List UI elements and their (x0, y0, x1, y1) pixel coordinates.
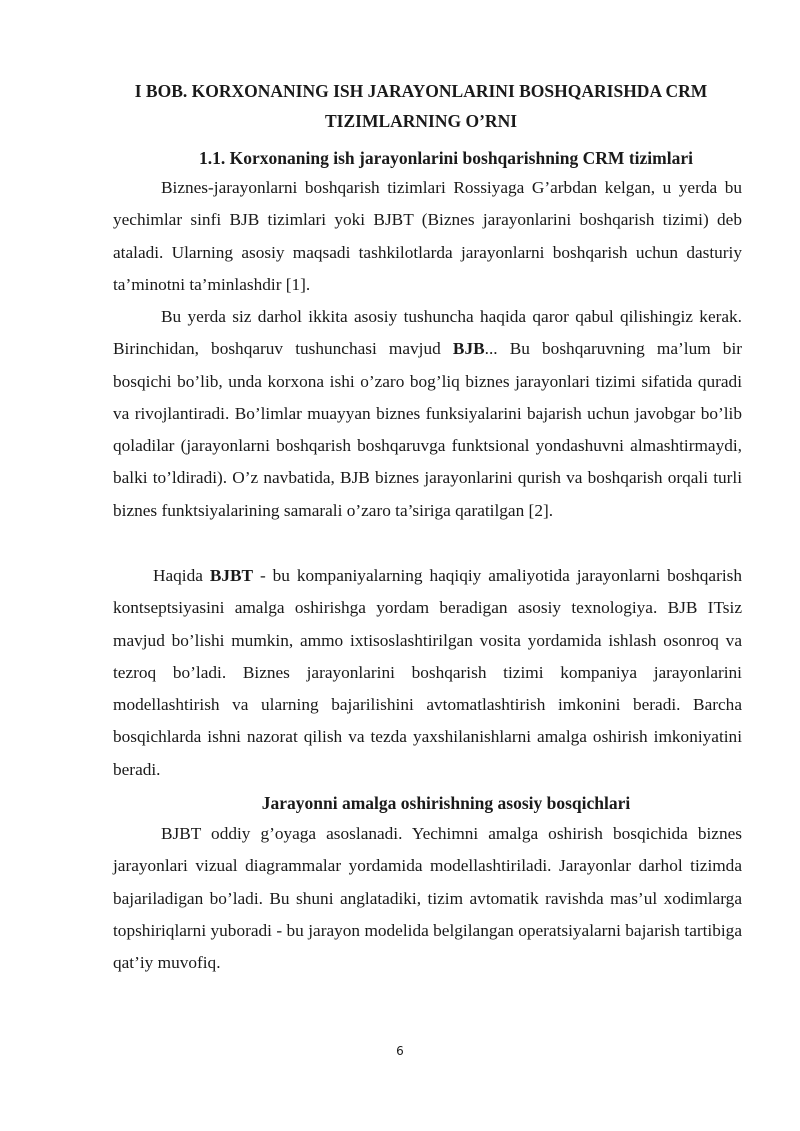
bjbt-term: BJBT (209, 566, 254, 585)
chapter-title: I BOB. KORXONANING ISH JARAYONLARINI BOSHQARISHDA CRM TIZIMLARNING O’RNI (134, 81, 708, 131)
paragraph-3-text-end: - bu kompaniyalarning haqiqiy amaliyotida jarayonlarni boshqarish kontseptsiyasini amalga oshirishga yordam beradigan asosiy texnologiya. BJB ITsiz mavjud bo’lishi mumkin, ammo ixtisoslashtirilgan vosita yordamida ishlash osonroq va tezroq bo’ladi. Biznes jarayonlarini boshqarish tizimi kompaniya jarayonlarini modellashtirish va ularning bajarilishini avtomatlashtirish imkonini beradi. Barcha bosqichlarda ishni nazorat qilish va tezda yaxshilanishlarni amalga oshirish imkoniyatini beradi. (113, 566, 743, 779)
paragraph-4: BJBT oddiy g’oyaga asoslanadi. Yechimni amalga oshirish bosqichida biznes jarayonlari vizual diagrammalar yordamida modellashtiriladi. Jarayonlar darhol tizimda bajariladigan bo’ladi. Bu shuni anglatadiki, tizim avtomatik ravishda mas’ul xodimlarga topshiriqlarni yuboradi - bu jarayon modelida belgilangan operatsiyalarni bajarish tartibiga qat’iy muvofiq. (113, 824, 742, 973)
section-title: 1.1. Korxonaning ish jarayonlarini boshqarishning CRM tizimlari (199, 148, 693, 168)
paragraph-3 (113, 560, 742, 786)
paragraph-3-text-start: Haqida (153, 566, 210, 585)
paragraph-2 (113, 301, 742, 527)
subheading: Jarayonni amalga oshirishning asosiy bosqichlari (261, 793, 631, 813)
paragraph-2-text-end: ... Bu boshqaruvning ma’lum bir bosqichi bo’lib, unda korxona ishi o’zaro bog’liq biznes jarayonlari tizimi sifatida quradi va rivojlantiradi. Bo’limlar muayyan biznes funksiyalarini bajarish uchun javobgar bo’lib qoladilar (jarayonlarni boshqarish boshqaruvga funktsional yondashuvni almashtirmaydi, balki to’ldiradi). O’z navbatida, BJB biznes jarayonlarini qurish va boshqarish orqali turli biznes funktsiyalarining samarali o’zaro ta’siriga qaratilgan [2]. (113, 339, 742, 520)
bjb-term: BJB (452, 339, 485, 359)
paragraph-2-text-start: Bu yerda siz darhol ikkita asosiy tushuncha haqida qaror qabul qilishingiz kerak. Birinchidan, boshqaruv tushunchasi mavjud (113, 307, 742, 359)
paragraph-1: Biznes-jarayonlarni boshqarish tizimlari Rossiyaga G’arbdan kelgan, u yerda bu yechimlar sinfi BJB tizimlari yoki BJBT (Biznes jarayonlarini boshqarish tizimi) deb ataladi. Ularning asosiy maqsadi tashkilotlarda jarayonlarni boshqarish uchun dasturiy ta’minotni ta’minlashdir [1]. (113, 178, 742, 294)
page-number: 6 (396, 1044, 404, 1058)
